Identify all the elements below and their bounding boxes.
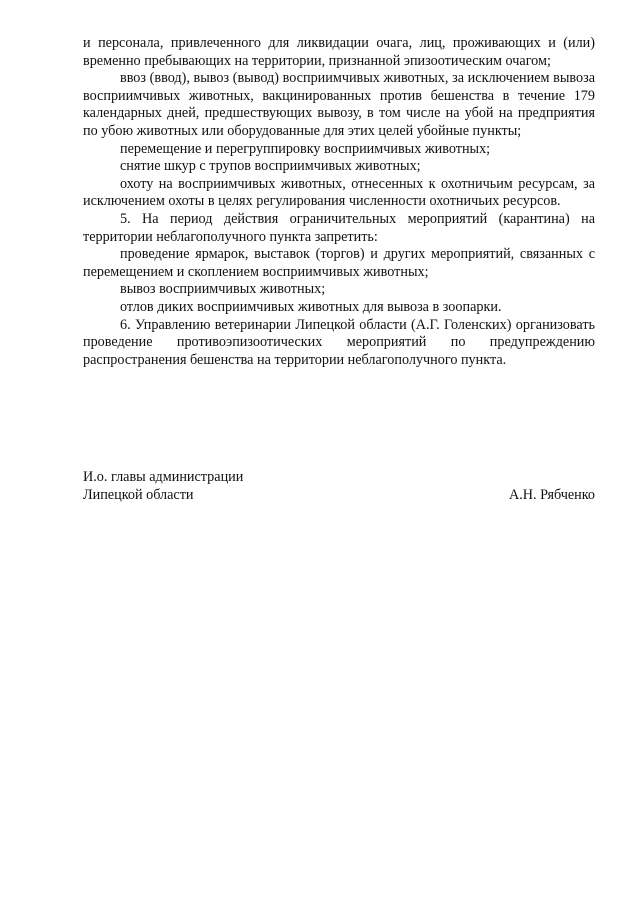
paragraph-8: вывоз восприимчивых животных;: [120, 281, 326, 298]
document-body: [83, 35, 595, 369]
paragraph-10: 6. Управлению ветеринарии Липецкой области (А.Г. Голенских) организовать проведение противоэпизоотических мероприятий по предупреждению распространения бешенства на территории неблагополучного пункта.: [83, 316, 595, 368]
paragraph-4: снятие шкур с трупов восприимчивых животных;: [120, 158, 421, 175]
signatory-name: А.Н. Рябченко: [509, 486, 595, 503]
paragraph-3: перемещение и перегруппировку восприимчивых животных;: [120, 140, 491, 157]
paragraph-9: отлов диких восприимчивых животных для вывоза в зоопарки.: [120, 298, 502, 315]
paragraph-6: 5. На период действия ограничительных мероприятий (карантина) на территории неблагополучного пункта запретить:: [83, 210, 595, 245]
paragraph-5: охоту на восприимчивых животных, отнесенных к охотничьим ресурсам, за исключением охоты в целях регулирования численности охотничьих ресурсов.: [83, 175, 595, 210]
signatory-position-line2: Липецкой области: [83, 486, 194, 503]
paragraph-7: проведение ярмарок, выставок (торгов) и других мероприятий, связанных с перемещением и скоплением восприимчивых животных;: [83, 246, 595, 280]
signature-block: [83, 469, 595, 504]
signature-row: [83, 487, 595, 505]
paragraph-2: ввоз (ввод), вывоз (вывод) восприимчивых животных, за исключением вывоза восприимчивых животных, вакцинированных против бешенства в течение 179 календарных дней, предшествующих вывозу, в том числе на убой на предприятия по убою животных или оборудованные для этих целей убойные пункты;: [83, 70, 595, 139]
signatory-position-line1: И.о. главы администрации: [83, 469, 244, 485]
paragraph-1: и персонала, привлеченного для ликвидации очага, лиц, проживающих и (или) временно пребывающих на территории, признанной эпизоотическим очагом;: [83, 35, 595, 69]
